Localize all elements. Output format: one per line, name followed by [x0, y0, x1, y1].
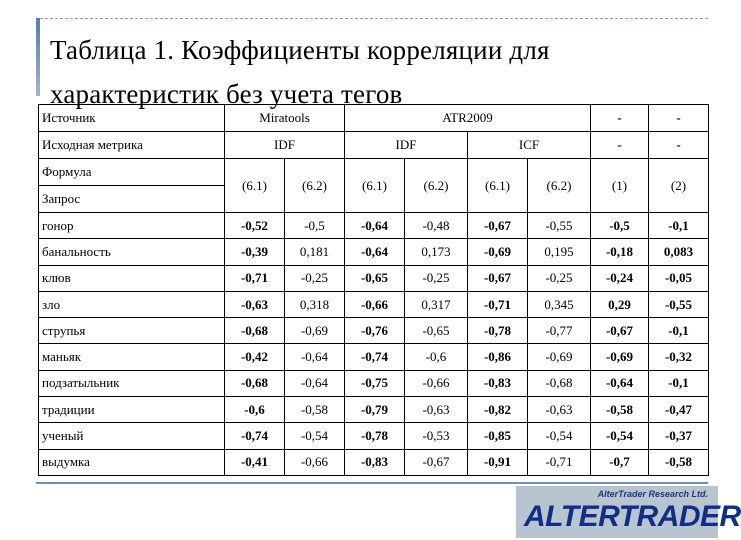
value-cell: -0,32: [649, 344, 709, 370]
formula-label: Формула: [39, 159, 225, 186]
value-cell: -0,86: [468, 344, 528, 370]
value-cell: -0,63: [528, 397, 591, 423]
value-cell: -0,69: [285, 318, 345, 344]
value-cell: -0,18: [591, 239, 649, 265]
value-cell: -0,85: [468, 423, 528, 449]
value-cell: -0,24: [591, 265, 649, 291]
value-cell: 0,317: [405, 291, 468, 317]
row-word: гонор: [39, 213, 225, 239]
icf-header: ICF: [468, 132, 591, 159]
value-cell: -0,47: [649, 397, 709, 423]
table-row: [39, 423, 709, 449]
value-cell: -0,68: [225, 370, 285, 396]
table-row: [39, 291, 709, 317]
row-word: клюв: [39, 265, 225, 291]
formula-cell: (6.1): [468, 159, 528, 213]
formula-cell: (1): [591, 159, 649, 213]
value-cell: -0,77: [528, 318, 591, 344]
value-cell: -0,63: [405, 397, 468, 423]
value-cell: -0,66: [405, 370, 468, 396]
value-cell: -0,91: [468, 449, 528, 475]
atr2009-header: ATR2009: [345, 105, 591, 132]
value-cell: -0,7: [591, 449, 649, 475]
value-cell: -0,1: [649, 213, 709, 239]
table-row: [39, 397, 709, 423]
altertrader-logo: [516, 486, 741, 538]
formula-cell: (6.2): [528, 159, 591, 213]
value-cell: -0,67: [468, 213, 528, 239]
row-word: традиции: [39, 397, 225, 423]
value-cell: 0,345: [528, 291, 591, 317]
value-cell: -0,67: [468, 265, 528, 291]
correlation-table: [38, 104, 709, 476]
value-cell: -0,54: [285, 423, 345, 449]
left-accent-bar: [36, 18, 40, 96]
value-cell: -0,6: [225, 397, 285, 423]
value-cell: -0,54: [591, 423, 649, 449]
logo-name: ALTERTRADER: [524, 500, 741, 533]
bottom-decoration-line: [36, 482, 708, 484]
table-row: [39, 318, 709, 344]
value-cell: -0,5: [591, 213, 649, 239]
row-word: зло: [39, 291, 225, 317]
dash-cell: -: [591, 105, 649, 132]
header-row-source: [39, 105, 709, 132]
formula-cell: (6.2): [285, 159, 345, 213]
value-cell: -0,6: [405, 344, 468, 370]
value-cell: -0,83: [468, 370, 528, 396]
value-cell: 0,083: [649, 239, 709, 265]
miratools-header: Miratools: [225, 105, 345, 132]
value-cell: -0,41: [225, 449, 285, 475]
value-cell: -0,82: [468, 397, 528, 423]
value-cell: -0,53: [405, 423, 468, 449]
value-cell: -0,65: [345, 265, 405, 291]
value-cell: -0,79: [345, 397, 405, 423]
table-row: [39, 449, 709, 475]
value-cell: -0,05: [649, 265, 709, 291]
value-cell: -0,74: [225, 423, 285, 449]
row-word: маньяк: [39, 344, 225, 370]
table-row: [39, 265, 709, 291]
row-word: струпья: [39, 318, 225, 344]
value-cell: -0,55: [649, 291, 709, 317]
formula-cell: (2): [649, 159, 709, 213]
value-cell: -0,64: [285, 370, 345, 396]
header-row-formula: [39, 159, 709, 186]
value-cell: -0,68: [225, 318, 285, 344]
value-cell: -0,69: [528, 344, 591, 370]
query-label: Запрос: [39, 186, 225, 213]
value-cell: -0,55: [528, 213, 591, 239]
value-cell: -0,71: [225, 265, 285, 291]
dash-cell: -: [591, 132, 649, 159]
value-cell: -0,58: [591, 397, 649, 423]
value-cell: -0,42: [225, 344, 285, 370]
logo-tagline: AlterTrader Research Ltd.: [597, 489, 708, 499]
value-cell: -0,5: [285, 213, 345, 239]
top-decoration-line: [40, 18, 708, 19]
table-row: [39, 213, 709, 239]
value-cell: -0,71: [468, 291, 528, 317]
value-cell: -0,1: [649, 318, 709, 344]
row-word: подзатыльник: [39, 370, 225, 396]
value-cell: -0,69: [591, 344, 649, 370]
value-cell: 0,195: [528, 239, 591, 265]
value-cell: -0,78: [468, 318, 528, 344]
value-cell: -0,52: [225, 213, 285, 239]
value-cell: -0,58: [649, 449, 709, 475]
value-cell: -0,25: [285, 265, 345, 291]
value-cell: -0,76: [345, 318, 405, 344]
row-word: ученый: [39, 423, 225, 449]
value-cell: -0,64: [285, 344, 345, 370]
idf-header: IDF: [345, 132, 468, 159]
value-cell: -0,64: [345, 239, 405, 265]
value-cell: -0,37: [649, 423, 709, 449]
table-row: [39, 370, 709, 396]
header-row-metric: [39, 132, 709, 159]
value-cell: -0,66: [345, 291, 405, 317]
value-cell: -0,68: [528, 370, 591, 396]
value-cell: -0,63: [225, 291, 285, 317]
idf-header: IDF: [225, 132, 345, 159]
value-cell: 0,181: [285, 239, 345, 265]
value-cell: -0,25: [405, 265, 468, 291]
table-row: [39, 344, 709, 370]
page-title: Таблица 1. Коэффициенты корреляции для характеристик без учета тегов: [50, 35, 550, 109]
metric-label: Исходная метрика: [39, 132, 225, 159]
value-cell: -0,71: [528, 449, 591, 475]
value-cell: 0,29: [591, 291, 649, 317]
value-cell: -0,67: [405, 449, 468, 475]
table-row: [39, 239, 709, 265]
formula-cell: (6.2): [405, 159, 468, 213]
value-cell: -0,48: [405, 213, 468, 239]
value-cell: -0,64: [591, 370, 649, 396]
value-cell: -0,65: [405, 318, 468, 344]
value-cell: 0,318: [285, 291, 345, 317]
row-word: выдумка: [39, 449, 225, 475]
dash-cell: -: [649, 105, 709, 132]
row-word: банальность: [39, 239, 225, 265]
value-cell: 0,173: [405, 239, 468, 265]
dash-cell: -: [649, 132, 709, 159]
value-cell: -0,74: [345, 344, 405, 370]
value-cell: -0,1: [649, 370, 709, 396]
value-cell: -0,83: [345, 449, 405, 475]
source-label: Источник: [39, 105, 225, 132]
value-cell: -0,78: [345, 423, 405, 449]
value-cell: -0,54: [528, 423, 591, 449]
value-cell: -0,64: [345, 213, 405, 239]
value-cell: -0,58: [285, 397, 345, 423]
formula-cell: (6.1): [345, 159, 405, 213]
value-cell: -0,25: [528, 265, 591, 291]
value-cell: -0,67: [591, 318, 649, 344]
value-cell: -0,69: [468, 239, 528, 265]
value-cell: -0,66: [285, 449, 345, 475]
value-cell: -0,75: [345, 370, 405, 396]
formula-cell: (6.1): [225, 159, 285, 213]
value-cell: -0,39: [225, 239, 285, 265]
